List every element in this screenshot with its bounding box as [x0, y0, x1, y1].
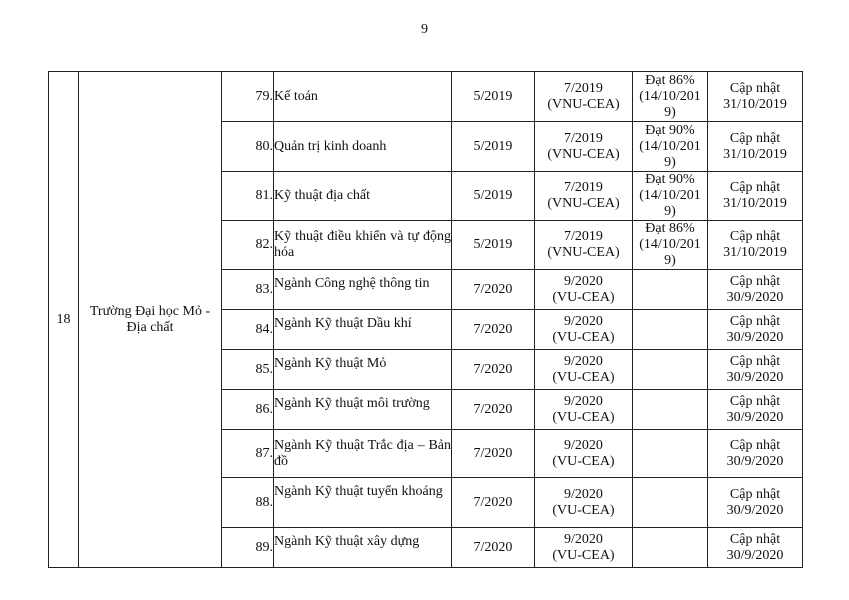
eval-org: (VNU-CEA): [547, 196, 620, 211]
eval-date: 7/2019: [564, 180, 603, 195]
eval-date: 9/2020: [564, 437, 603, 453]
evaluation: [535, 430, 633, 478]
major-name: Ngành Công nghệ thông tin: [274, 270, 452, 310]
result: [633, 350, 708, 390]
status: [708, 72, 803, 122]
major-name: Ngành Kỹ thuật Mỏ: [274, 350, 452, 390]
eval-date: 9/2020: [564, 313, 603, 329]
eval-date: 9/2020: [564, 531, 603, 547]
status-line1: Cập nhật: [729, 313, 781, 329]
report-date: 5/2019: [452, 172, 535, 221]
report-date: 5/2019: [452, 221, 535, 270]
evaluation: [535, 350, 633, 390]
result: [633, 390, 708, 430]
status-line1: Cập nhật: [729, 531, 781, 547]
status-line2: 30/9/2020: [726, 502, 784, 518]
row-index: 89.: [222, 528, 274, 568]
table-row: [49, 72, 803, 122]
result: [633, 172, 708, 221]
eval-org: (VU-CEA): [552, 502, 615, 518]
status-line2: 31/10/2019: [723, 245, 787, 260]
report-date: 7/2020: [452, 390, 535, 430]
status-line1: Cập nhật: [729, 486, 781, 502]
status-line1: Cập nhật: [729, 229, 781, 244]
major-name: Quản trị kinh doanh: [274, 122, 452, 172]
major-name: Kỹ thuật địa chất: [274, 172, 452, 221]
result-line2: (14/10/201: [639, 237, 701, 252]
result: [633, 528, 708, 568]
eval-date: 7/2019: [564, 130, 603, 146]
status-line2: 30/9/2020: [726, 453, 784, 469]
evaluation: [535, 221, 633, 270]
result: [633, 430, 708, 478]
result: [633, 122, 708, 172]
eval-date: 9/2020: [564, 273, 603, 289]
evaluation: [535, 528, 633, 568]
eval-date: 7/2019: [564, 229, 603, 244]
eval-date: 7/2019: [564, 80, 603, 96]
status-line1: Cập nhật: [729, 130, 781, 146]
result: [633, 310, 708, 350]
row-index: 83.: [222, 270, 274, 310]
evaluation: [535, 72, 633, 122]
report-date: 7/2020: [452, 430, 535, 478]
status-line2: 31/10/2019: [723, 96, 787, 112]
evaluation: [535, 390, 633, 430]
report-date: 7/2020: [452, 528, 535, 568]
eval-org: (VNU-CEA): [547, 245, 620, 260]
major-name: Ngành Kỹ thuật Trắc địa – Bản đồ: [274, 430, 452, 478]
group-stt: 18: [49, 72, 79, 568]
status-line1: Cập nhật: [729, 437, 781, 453]
eval-org: (VU-CEA): [552, 289, 615, 305]
page-number: 9: [421, 22, 428, 37]
report-date: 7/2020: [452, 270, 535, 310]
row-index: 82.: [222, 221, 274, 270]
major-name: Kế toán: [274, 72, 452, 122]
result-line1: Đạt 86%: [645, 221, 695, 236]
eval-date: 9/2020: [564, 353, 603, 369]
result-line2: (14/10/201: [639, 138, 701, 154]
row-index: 80.: [222, 122, 274, 172]
eval-org: (VU-CEA): [552, 369, 615, 385]
row-index: 85.: [222, 350, 274, 390]
status: [708, 350, 803, 390]
result-line2: (14/10/201: [639, 88, 701, 104]
result-line3: 9): [664, 104, 676, 120]
eval-date: 9/2020: [564, 486, 603, 502]
status-line1: Cập nhật: [729, 180, 781, 195]
result-line3: 9): [664, 253, 676, 268]
major-name: Ngành Kỹ thuật môi trường: [274, 390, 452, 430]
evaluation: [535, 172, 633, 221]
status: [708, 221, 803, 270]
result-line1: Đạt 86%: [645, 72, 695, 88]
result-line2: (14/10/201: [639, 188, 701, 203]
status: [708, 270, 803, 310]
status-line2: 31/10/2019: [723, 196, 787, 211]
report-date: 5/2019: [452, 122, 535, 172]
row-index: 88.: [222, 478, 274, 528]
status: [708, 310, 803, 350]
status-line2: 31/10/2019: [723, 146, 787, 162]
eval-org: (VNU-CEA): [547, 146, 620, 162]
status: [708, 478, 803, 528]
eval-org: (VU-CEA): [552, 453, 615, 469]
status-line2: 30/9/2020: [726, 409, 784, 425]
accreditation-table: [48, 71, 803, 568]
status: [708, 528, 803, 568]
major-name: Ngành Kỹ thuật Dầu khí: [274, 310, 452, 350]
report-date: 5/2019: [452, 72, 535, 122]
status-line1: Cập nhật: [729, 80, 781, 96]
row-index: 81.: [222, 172, 274, 221]
status: [708, 430, 803, 478]
status-line1: Cập nhật: [729, 393, 781, 409]
eval-org: (VNU-CEA): [547, 96, 620, 112]
status-line2: 30/9/2020: [726, 369, 784, 385]
report-date: 7/2020: [452, 310, 535, 350]
status: [708, 390, 803, 430]
evaluation: [535, 310, 633, 350]
row-index: 79.: [222, 72, 274, 122]
evaluation: [535, 270, 633, 310]
result-line1: Đạt 90%: [645, 172, 695, 187]
evaluation: [535, 122, 633, 172]
major-name: Ngành Kỹ thuật tuyển khoáng: [274, 478, 452, 528]
major-name: Kỹ thuật điều khiển và tự động hóa: [274, 221, 452, 270]
school-name: Trường Đại học Mỏ - Địa chất: [79, 72, 222, 568]
status-line1: Cập nhật: [729, 353, 781, 369]
result-line3: 9): [664, 154, 676, 170]
result: [633, 270, 708, 310]
row-index: 86.: [222, 390, 274, 430]
status-line2: 30/9/2020: [726, 289, 784, 305]
eval-org: (VU-CEA): [552, 547, 615, 563]
result-line3: 9): [664, 204, 676, 219]
status-line2: 30/9/2020: [726, 329, 784, 345]
status-line2: 30/9/2020: [726, 547, 784, 563]
result: [633, 478, 708, 528]
result: [633, 72, 708, 122]
eval-date: 9/2020: [564, 393, 603, 409]
status: [708, 122, 803, 172]
status-line1: Cập nhật: [729, 273, 781, 289]
report-date: 7/2020: [452, 478, 535, 528]
major-name: Ngành Kỹ thuật xây dựng: [274, 528, 452, 568]
result-line1: Đạt 90%: [645, 122, 695, 138]
evaluation: [535, 478, 633, 528]
result: [633, 221, 708, 270]
row-index: 84.: [222, 310, 274, 350]
eval-org: (VU-CEA): [552, 329, 615, 345]
status: [708, 172, 803, 221]
report-date: 7/2020: [452, 350, 535, 390]
row-index: 87.: [222, 430, 274, 478]
eval-org: (VU-CEA): [552, 409, 615, 425]
